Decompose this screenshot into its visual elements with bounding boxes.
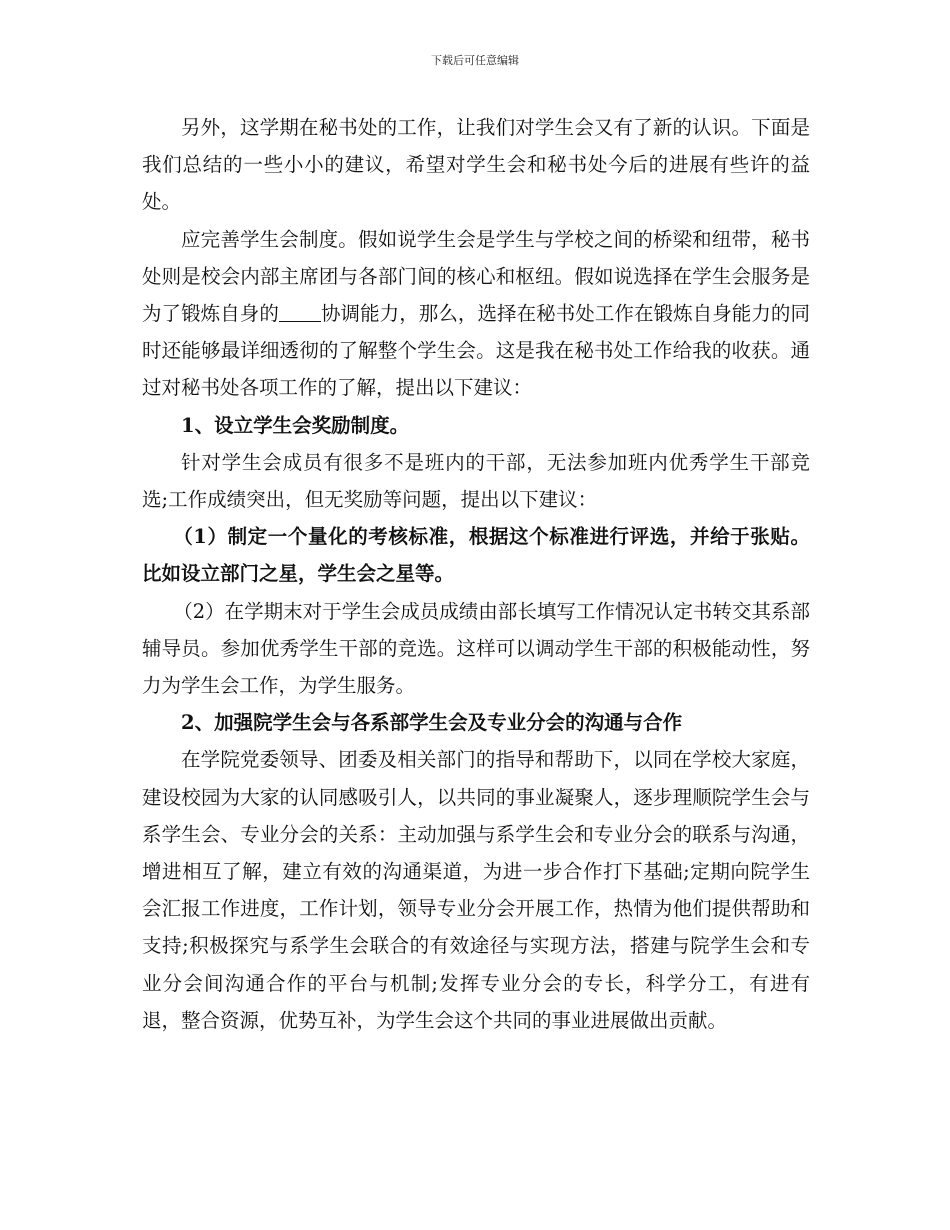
page-header: 下载后可任意编辑 (431, 54, 519, 67)
paragraph-system (142, 221, 810, 407)
paragraph-suggestion-1: （1）制定一个量化的考核标准，根据这个标准进行评选，并给于张贴。比如设立部门之星，学生会之星等。 (142, 525, 810, 586)
document-body (142, 109, 810, 1039)
paragraph-communication: 在学院党委领导、团委及相关部门的指导和帮助下，以同在学校大家庭，建设校园为大家的认同感吸引人，以共同的事业凝聚人，逐步理顺院学生会与系学生会、专业分会的关系：主动加强与系学生会和专业分会的联系与沟通，增进相互了解，建立有效的沟通渠道，为进一步合作打下基础;定期向院学生会汇报工作进度，工作计划，领导专业分会开展工作，热情为他们提供帮助和支持;积极探究与系学生会联合的有效途径与实现方法，搭建与院学生会和专业分会间沟通合作的平台与机制;发挥专业分会的专长，科学分工，有进有退，整合资源，优势互补，为学生会这个共同的事业进展做出贡献。 (142, 748, 810, 1032)
heading-communication: 2、加强院学生会与各系部学生会及专业分会的沟通与合作 (181, 711, 683, 735)
blank-underline (279, 303, 321, 322)
paragraph-suggestion-2: （2）在学期末对于学生会成员成绩由部长填写工作情况认定书转交其系部辅导员。参加优秀学生干部的竞选。这样可以调动学生干部的积极能动性，努力为学生会工作，为学生服务。 (142, 599, 810, 698)
heading-reward-system: 1、设立学生会奖励制度。 (181, 413, 410, 437)
paragraph-reward-issue: 针对学生会成员有很多不是班内的干部，无法参加班内优秀学生干部竞选;工作成绩突出，但无奖励等问题，提出以下建议： (142, 450, 810, 512)
paragraph-system-part2: 协调能力，那么，选择在秘书处工作在锻炼自身能力的同时还能够最详细透彻的了解整个学生会。这是我在秘书处工作给我的收获。通过对秘书处各项工作的了解，提出以下建议： (142, 302, 810, 400)
paragraph-system-part1: 应完善学生会制度。假如说学生会是学生与学校之间的桥梁和纽带，秘书处则是校会内部主席团与各部门间的核心和枢纽。假如说选择在学生会服务是为了锻炼自身的 (142, 227, 810, 326)
paragraph-intro: 另外，这学期在秘书处的工作，让我们对学生会又有了新的认识。下面是我们总结的一些小小的建议，希望对学生会和秘书处今后的进展有些许的益处。 (142, 116, 810, 214)
